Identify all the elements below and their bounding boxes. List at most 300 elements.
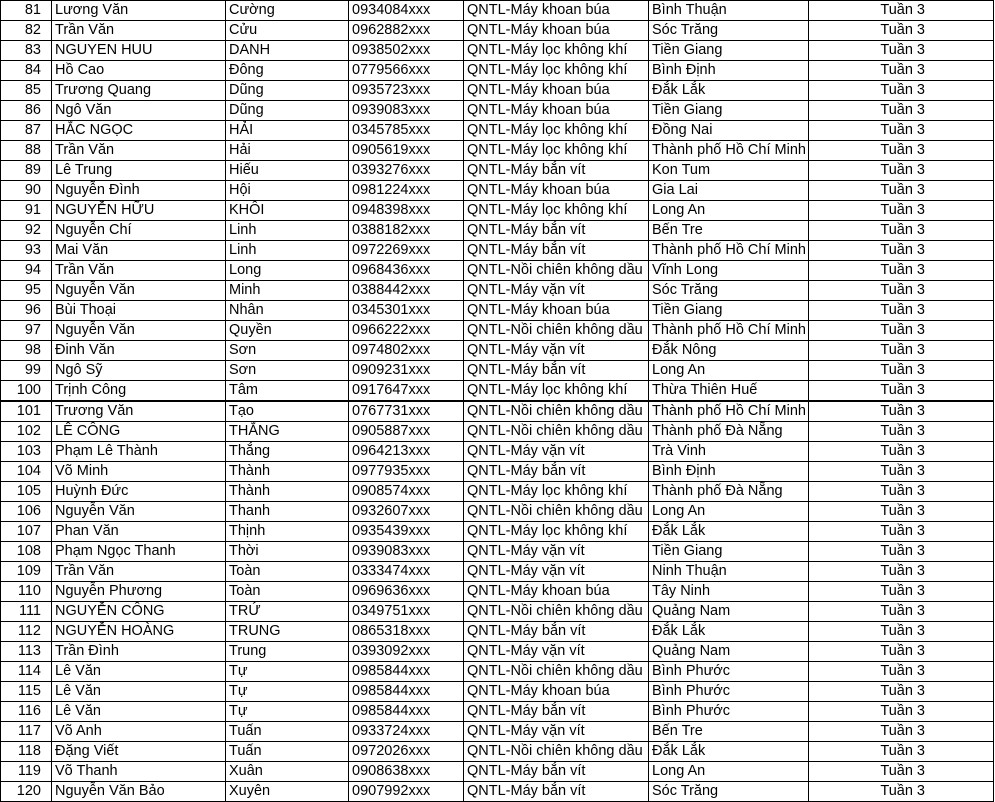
cell-stt[interactable]: 88: [1, 141, 52, 161]
cell-province[interactable]: Đắk Lắk: [649, 522, 809, 542]
cell-phone[interactable]: 0972026xxx: [349, 742, 464, 762]
cell-stt[interactable]: 117: [1, 722, 52, 742]
cell-stt[interactable]: 116: [1, 702, 52, 722]
cell-product[interactable]: QNTL-Máy bắn vít: [464, 762, 649, 782]
cell-product[interactable]: QNTL-Máy bắn vít: [464, 702, 649, 722]
cell-phone[interactable]: 0966222xxx: [349, 321, 464, 341]
cell-stt[interactable]: 87: [1, 121, 52, 141]
cell-stt[interactable]: 82: [1, 21, 52, 41]
cell-family-name[interactable]: Nguyễn Phương: [52, 582, 226, 602]
table-row: [1, 341, 994, 361]
cell-province[interactable]: Tây Ninh: [649, 582, 809, 602]
cell-phone[interactable]: 0939083xxx: [349, 542, 464, 562]
cell-product[interactable]: QNTL-Máy lọc không khí: [464, 61, 649, 81]
cell-family-name[interactable]: Phạm Ngọc Thanh: [52, 542, 226, 562]
cell-week[interactable]: Tuần 3: [809, 181, 994, 201]
cell-product[interactable]: QNTL-Máy khoan búa: [464, 181, 649, 201]
cell-week[interactable]: Tuần 3: [809, 622, 994, 642]
cell-given-name[interactable]: Trung: [226, 642, 349, 662]
cell-given-name[interactable]: Dũng: [226, 101, 349, 121]
cell-product[interactable]: QNTL-Nồi chiên không dầu: [464, 261, 649, 281]
table-row: [1, 261, 994, 281]
cell-week[interactable]: Tuần 3: [809, 682, 994, 702]
cell-stt[interactable]: 110: [1, 582, 52, 602]
cell-week[interactable]: Tuần 3: [809, 381, 994, 402]
cell-week[interactable]: Tuần 3: [809, 542, 994, 562]
cell-given-name[interactable]: TRỨ: [226, 602, 349, 622]
cell-stt[interactable]: 98: [1, 341, 52, 361]
cell-product[interactable]: QNTL-Máy lọc không khí: [464, 381, 649, 402]
cell-given-name[interactable]: Linh: [226, 241, 349, 261]
cell-given-name[interactable]: Tự: [226, 662, 349, 682]
cell-phone[interactable]: 0767731xxx: [349, 401, 464, 422]
table-row: [1, 442, 994, 462]
cell-family-name[interactable]: HẮC NGỌC: [52, 121, 226, 141]
cell-stt[interactable]: 97: [1, 321, 52, 341]
cell-family-name[interactable]: Trần Đình: [52, 642, 226, 662]
cell-province[interactable]: Sóc Trăng: [649, 21, 809, 41]
cell-family-name[interactable]: Võ Minh: [52, 462, 226, 482]
cell-phone[interactable]: 0938502xxx: [349, 41, 464, 61]
cell-given-name[interactable]: Tự: [226, 682, 349, 702]
cell-province[interactable]: Quảng Nam: [649, 642, 809, 662]
cell-phone[interactable]: 0932607xxx: [349, 502, 464, 522]
cell-phone[interactable]: 0977935xxx: [349, 462, 464, 482]
cell-province[interactable]: Tiền Giang: [649, 41, 809, 61]
cell-stt[interactable]: 106: [1, 502, 52, 522]
cell-given-name[interactable]: Hội: [226, 181, 349, 201]
cell-given-name[interactable]: Thắng: [226, 442, 349, 462]
cell-stt[interactable]: 100: [1, 381, 52, 402]
cell-province[interactable]: Kon Tum: [649, 161, 809, 181]
cell-week[interactable]: Tuần 3: [809, 482, 994, 502]
cell-phone[interactable]: 0985844xxx: [349, 682, 464, 702]
table-row: [1, 141, 994, 161]
cell-phone[interactable]: 0345301xxx: [349, 301, 464, 321]
cell-product[interactable]: QNTL-Máy vặn vít: [464, 722, 649, 742]
cell-given-name[interactable]: Tuấn: [226, 742, 349, 762]
cell-stt[interactable]: 114: [1, 662, 52, 682]
cell-phone[interactable]: 0779566xxx: [349, 61, 464, 81]
table-row: [1, 101, 994, 121]
cell-given-name[interactable]: Quyền: [226, 321, 349, 341]
cell-stt[interactable]: 104: [1, 462, 52, 482]
cell-province[interactable]: Gia Lai: [649, 181, 809, 201]
cell-province[interactable]: Thành phố Hồ Chí Minh: [649, 321, 809, 341]
cell-product[interactable]: QNTL-Máy khoan búa: [464, 301, 649, 321]
cell-stt[interactable]: 96: [1, 301, 52, 321]
cell-family-name[interactable]: Đặng Viết: [52, 742, 226, 762]
cell-family-name[interactable]: Lê Văn: [52, 682, 226, 702]
cell-phone[interactable]: 0388442xxx: [349, 281, 464, 301]
cell-given-name[interactable]: Xuyên: [226, 782, 349, 802]
cell-phone[interactable]: 0985844xxx: [349, 702, 464, 722]
cell-week[interactable]: Tuần 3: [809, 281, 994, 301]
cell-family-name[interactable]: Lương Văn: [52, 1, 226, 21]
cell-phone[interactable]: 0333474xxx: [349, 562, 464, 582]
cell-province[interactable]: Đắk Nông: [649, 341, 809, 361]
cell-phone[interactable]: 0905619xxx: [349, 141, 464, 161]
table-row: [1, 602, 994, 622]
cell-family-name[interactable]: Đinh Văn: [52, 341, 226, 361]
cell-family-name[interactable]: Phạm Lê Thành: [52, 442, 226, 462]
cell-province[interactable]: Quảng Nam: [649, 602, 809, 622]
cell-province[interactable]: Đắk Lắk: [649, 81, 809, 101]
cell-stt[interactable]: 115: [1, 682, 52, 702]
cell-given-name[interactable]: Tuấn: [226, 722, 349, 742]
cell-phone[interactable]: 0974802xxx: [349, 341, 464, 361]
cell-province[interactable]: Bến Tre: [649, 722, 809, 742]
cell-given-name[interactable]: DANH: [226, 41, 349, 61]
cell-given-name[interactable]: KHÔI: [226, 201, 349, 221]
cell-given-name[interactable]: Thanh: [226, 502, 349, 522]
cell-given-name[interactable]: Hải: [226, 141, 349, 161]
cell-product[interactable]: QNTL-Máy khoan búa: [464, 682, 649, 702]
cell-family-name[interactable]: NGUYỄN HOÀNG: [52, 622, 226, 642]
cell-phone[interactable]: 0908574xxx: [349, 482, 464, 502]
cell-week[interactable]: Tuần 3: [809, 602, 994, 622]
table-row: [1, 401, 994, 422]
cell-week[interactable]: Tuần 3: [809, 1, 994, 21]
cell-week[interactable]: Tuần 3: [809, 121, 994, 141]
cell-phone[interactable]: 0909231xxx: [349, 361, 464, 381]
cell-stt[interactable]: 89: [1, 161, 52, 181]
cell-week[interactable]: Tuần 3: [809, 141, 994, 161]
cell-given-name[interactable]: Thịnh: [226, 522, 349, 542]
cell-week[interactable]: Tuần 3: [809, 462, 994, 482]
cell-given-name[interactable]: Thành: [226, 462, 349, 482]
cell-week[interactable]: Tuần 3: [809, 341, 994, 361]
cell-stt[interactable]: 90: [1, 181, 52, 201]
cell-phone[interactable]: 0349751xxx: [349, 602, 464, 622]
cell-week[interactable]: Tuần 3: [809, 301, 994, 321]
cell-product[interactable]: QNTL-Nồi chiên không dầu: [464, 321, 649, 341]
cell-phone[interactable]: 0972269xxx: [349, 241, 464, 261]
cell-stt[interactable]: 119: [1, 762, 52, 782]
cell-stt[interactable]: 91: [1, 201, 52, 221]
cell-product[interactable]: QNTL-Nồi chiên không dầu: [464, 662, 649, 682]
table-row: [1, 742, 994, 762]
cell-province[interactable]: Bình Phước: [649, 702, 809, 722]
table-row: [1, 582, 994, 602]
cell-week[interactable]: Tuần 3: [809, 261, 994, 281]
cell-stt[interactable]: 105: [1, 482, 52, 502]
cell-product[interactable]: QNTL-Máy lọc không khí: [464, 41, 649, 61]
cell-family-name[interactable]: Võ Anh: [52, 722, 226, 742]
cell-province[interactable]: Thành phố Đà Nẵng: [649, 482, 809, 502]
cell-phone[interactable]: 0935723xxx: [349, 81, 464, 101]
cell-province[interactable]: Đắk Lắk: [649, 742, 809, 762]
cell-week[interactable]: Tuần 3: [809, 562, 994, 582]
cell-province[interactable]: Bình Định: [649, 61, 809, 81]
cell-stt[interactable]: 92: [1, 221, 52, 241]
cell-given-name[interactable]: Đông: [226, 61, 349, 81]
cell-given-name[interactable]: Toàn: [226, 582, 349, 602]
cell-family-name[interactable]: Lê Văn: [52, 702, 226, 722]
cell-stt[interactable]: 99: [1, 361, 52, 381]
cell-province[interactable]: Long An: [649, 361, 809, 381]
cell-week[interactable]: Tuần 3: [809, 21, 994, 41]
cell-family-name[interactable]: LÊ CÔNG: [52, 422, 226, 442]
cell-product[interactable]: QNTL-Máy lọc không khí: [464, 141, 649, 161]
cell-week[interactable]: Tuần 3: [809, 642, 994, 662]
cell-week[interactable]: Tuần 3: [809, 241, 994, 261]
cell-province[interactable]: Bình Phước: [649, 682, 809, 702]
cell-phone[interactable]: 0917647xxx: [349, 381, 464, 402]
cell-phone[interactable]: 0962882xxx: [349, 21, 464, 41]
cell-product[interactable]: QNTL-Máy lọc không khí: [464, 522, 649, 542]
cell-family-name[interactable]: Nguyễn Văn Bảo: [52, 782, 226, 802]
cell-province[interactable]: Tiền Giang: [649, 301, 809, 321]
cell-given-name[interactable]: Linh: [226, 221, 349, 241]
cell-given-name[interactable]: Cường: [226, 1, 349, 21]
cell-phone[interactable]: 0964213xxx: [349, 442, 464, 462]
cell-week[interactable]: Tuần 3: [809, 81, 994, 101]
cell-given-name[interactable]: THẮNG: [226, 422, 349, 442]
cell-given-name[interactable]: Sơn: [226, 341, 349, 361]
cell-week[interactable]: Tuần 3: [809, 422, 994, 442]
cell-family-name[interactable]: Trần Văn: [52, 141, 226, 161]
table-row: [1, 381, 994, 402]
cell-province[interactable]: Bình Định: [649, 462, 809, 482]
cell-phone[interactable]: 0393092xxx: [349, 642, 464, 662]
cell-week[interactable]: Tuần 3: [809, 101, 994, 121]
cell-phone[interactable]: 0935439xxx: [349, 522, 464, 542]
cell-province[interactable]: Long An: [649, 502, 809, 522]
cell-stt[interactable]: 111: [1, 602, 52, 622]
cell-given-name[interactable]: Sơn: [226, 361, 349, 381]
cell-phone[interactable]: 0939083xxx: [349, 101, 464, 121]
cell-product[interactable]: QNTL-Nồi chiên không dầu: [464, 422, 649, 442]
cell-given-name[interactable]: TRUNG: [226, 622, 349, 642]
cell-province[interactable]: Bình Thuận: [649, 1, 809, 21]
cell-week[interactable]: Tuần 3: [809, 442, 994, 462]
cell-phone[interactable]: 0968436xxx: [349, 261, 464, 281]
cell-family-name[interactable]: Huỳnh Đức: [52, 482, 226, 502]
cell-family-name[interactable]: Trịnh Công: [52, 381, 226, 402]
cell-family-name[interactable]: Lê Văn: [52, 662, 226, 682]
cell-product[interactable]: QNTL-Nồi chiên không dầu: [464, 401, 649, 422]
cell-product[interactable]: QNTL-Máy bắn vít: [464, 782, 649, 802]
cell-product[interactable]: QNTL-Máy vặn vít: [464, 562, 649, 582]
table-row: [1, 281, 994, 301]
cell-week[interactable]: Tuần 3: [809, 742, 994, 762]
cell-product[interactable]: QNTL-Máy khoan búa: [464, 582, 649, 602]
cell-province[interactable]: Tiền Giang: [649, 101, 809, 121]
cell-family-name[interactable]: Phan Văn: [52, 522, 226, 542]
cell-product[interactable]: QNTL-Máy vặn vít: [464, 442, 649, 462]
cell-province[interactable]: Long An: [649, 762, 809, 782]
cell-province[interactable]: Vĩnh Long: [649, 261, 809, 281]
cell-phone[interactable]: 0865318xxx: [349, 622, 464, 642]
cell-week[interactable]: Tuần 3: [809, 361, 994, 381]
cell-product[interactable]: QNTL-Máy bắn vít: [464, 161, 649, 181]
cell-week[interactable]: Tuần 3: [809, 502, 994, 522]
cell-stt[interactable]: 112: [1, 622, 52, 642]
table-row: [1, 201, 994, 221]
cell-phone[interactable]: 0934084xxx: [349, 1, 464, 21]
table-row: [1, 241, 994, 261]
cell-province[interactable]: Bến Tre: [649, 221, 809, 241]
cell-province[interactable]: Tiền Giang: [649, 542, 809, 562]
cell-product[interactable]: QNTL-Nồi chiên không dầu: [464, 502, 649, 522]
cell-family-name[interactable]: Trần Văn: [52, 562, 226, 582]
cell-product[interactable]: QNTL-Máy vặn vít: [464, 642, 649, 662]
table-row: [1, 502, 994, 522]
cell-stt[interactable]: 86: [1, 101, 52, 121]
cell-given-name[interactable]: Dũng: [226, 81, 349, 101]
cell-stt[interactable]: 103: [1, 442, 52, 462]
cell-province[interactable]: Bình Phước: [649, 662, 809, 682]
cell-product[interactable]: QNTL-Máy lọc không khí: [464, 201, 649, 221]
cell-week[interactable]: Tuần 3: [809, 41, 994, 61]
cell-province[interactable]: Trà Vinh: [649, 442, 809, 462]
cell-province[interactable]: Ninh Thuận: [649, 562, 809, 582]
cell-week[interactable]: Tuần 3: [809, 782, 994, 802]
cell-stt[interactable]: 85: [1, 81, 52, 101]
cell-family-name[interactable]: Trương Văn: [52, 401, 226, 422]
cell-province[interactable]: Đắk Lắk: [649, 622, 809, 642]
cell-family-name[interactable]: Trương Quang: [52, 81, 226, 101]
cell-stt[interactable]: 113: [1, 642, 52, 662]
cell-week[interactable]: Tuần 3: [809, 702, 994, 722]
cell-phone[interactable]: 0948398xxx: [349, 201, 464, 221]
cell-family-name[interactable]: Hồ Cao: [52, 61, 226, 81]
cell-stt[interactable]: 120: [1, 782, 52, 802]
cell-stt[interactable]: 83: [1, 41, 52, 61]
cell-given-name[interactable]: Minh: [226, 281, 349, 301]
cell-given-name[interactable]: Tạo: [226, 401, 349, 422]
cell-family-name[interactable]: NGUYỄN CÔNG: [52, 602, 226, 622]
cell-province[interactable]: Thành phố Đà Nẵng: [649, 422, 809, 442]
cell-product[interactable]: QNTL-Máy khoan búa: [464, 21, 649, 41]
cell-phone[interactable]: 0905887xxx: [349, 422, 464, 442]
cell-phone[interactable]: 0969636xxx: [349, 582, 464, 602]
cell-product[interactable]: QNTL-Nồi chiên không dầu: [464, 602, 649, 622]
cell-family-name[interactable]: Ngô Sỹ: [52, 361, 226, 381]
cell-week[interactable]: Tuần 3: [809, 321, 994, 341]
cell-province[interactable]: Thành phố Hồ Chí Minh: [649, 241, 809, 261]
table-row: [1, 41, 994, 61]
cell-stt[interactable]: 84: [1, 61, 52, 81]
cell-phone[interactable]: 0985844xxx: [349, 662, 464, 682]
cell-given-name[interactable]: Nhân: [226, 301, 349, 321]
cell-product[interactable]: QNTL-Máy bắn vít: [464, 221, 649, 241]
cell-family-name[interactable]: Nguyễn Chí: [52, 221, 226, 241]
cell-stt[interactable]: 95: [1, 281, 52, 301]
cell-product[interactable]: QNTL-Nồi chiên không dầu: [464, 742, 649, 762]
cell-province[interactable]: Đồng Nai: [649, 121, 809, 141]
cell-product[interactable]: QNTL-Máy khoan búa: [464, 1, 649, 21]
cell-province[interactable]: Thành phố Hồ Chí Minh: [649, 401, 809, 422]
cell-family-name[interactable]: Trần Văn: [52, 261, 226, 281]
cell-province[interactable]: Sóc Trăng: [649, 782, 809, 802]
cell-product[interactable]: QNTL-Máy vặn vít: [464, 542, 649, 562]
cell-phone[interactable]: 0388182xxx: [349, 221, 464, 241]
cell-family-name[interactable]: Mai Văn: [52, 241, 226, 261]
cell-family-name[interactable]: Trần Văn: [52, 21, 226, 41]
cell-given-name[interactable]: HẢI: [226, 121, 349, 141]
table-row: [1, 301, 994, 321]
cell-phone[interactable]: 0393276xxx: [349, 161, 464, 181]
cell-product[interactable]: QNTL-Máy lọc không khí: [464, 121, 649, 141]
cell-product[interactable]: QNTL-Máy khoan búa: [464, 101, 649, 121]
cell-province[interactable]: Thành phố Hồ Chí Minh: [649, 141, 809, 161]
cell-phone[interactable]: 0981224xxx: [349, 181, 464, 201]
cell-family-name[interactable]: Lê Trung: [52, 161, 226, 181]
cell-product[interactable]: QNTL-Máy bắn vít: [464, 361, 649, 381]
cell-product[interactable]: QNTL-Máy vặn vít: [464, 281, 649, 301]
cell-given-name[interactable]: Xuân: [226, 762, 349, 782]
table-row: [1, 81, 994, 101]
cell-product[interactable]: QNTL-Máy bắn vít: [464, 622, 649, 642]
cell-week[interactable]: Tuần 3: [809, 161, 994, 181]
cell-given-name[interactable]: Long: [226, 261, 349, 281]
cell-family-name[interactable]: Ngô Văn: [52, 101, 226, 121]
cell-phone[interactable]: 0345785xxx: [349, 121, 464, 141]
cell-product[interactable]: QNTL-Máy bắn vít: [464, 462, 649, 482]
cell-stt[interactable]: 118: [1, 742, 52, 762]
cell-stt[interactable]: 107: [1, 522, 52, 542]
cell-family-name[interactable]: Nguyễn Đình: [52, 181, 226, 201]
cell-week[interactable]: Tuần 3: [809, 201, 994, 221]
cell-family-name[interactable]: Nguyễn Văn: [52, 321, 226, 341]
cell-week[interactable]: Tuần 3: [809, 522, 994, 542]
cell-given-name[interactable]: Tâm: [226, 381, 349, 402]
cell-given-name[interactable]: Thành: [226, 482, 349, 502]
cell-product[interactable]: QNTL-Máy vặn vít: [464, 341, 649, 361]
cell-product[interactable]: QNTL-Máy khoan búa: [464, 81, 649, 101]
cell-phone[interactable]: 0907992xxx: [349, 782, 464, 802]
cell-family-name[interactable]: Bùi Thoại: [52, 301, 226, 321]
cell-province[interactable]: Thừa Thiên Huế: [649, 381, 809, 402]
cell-stt[interactable]: 109: [1, 562, 52, 582]
cell-family-name[interactable]: Võ Thanh: [52, 762, 226, 782]
cell-week[interactable]: Tuần 3: [809, 61, 994, 81]
cell-given-name[interactable]: Cửu: [226, 21, 349, 41]
cell-week[interactable]: Tuần 3: [809, 662, 994, 682]
cell-stt[interactable]: 93: [1, 241, 52, 261]
cell-stt[interactable]: 108: [1, 542, 52, 562]
cell-given-name[interactable]: Thời: [226, 542, 349, 562]
cell-family-name[interactable]: Nguyễn Văn: [52, 502, 226, 522]
cell-phone[interactable]: 0933724xxx: [349, 722, 464, 742]
cell-week[interactable]: Tuần 3: [809, 722, 994, 742]
table-row: [1, 422, 994, 442]
cell-week[interactable]: Tuần 3: [809, 401, 994, 422]
cell-stt[interactable]: 101: [1, 401, 52, 422]
cell-stt[interactable]: 102: [1, 422, 52, 442]
cell-province[interactable]: Long An: [649, 201, 809, 221]
cell-product[interactable]: QNTL-Máy lọc không khí: [464, 482, 649, 502]
cell-week[interactable]: Tuần 3: [809, 582, 994, 602]
table-row: [1, 21, 994, 41]
table-row: [1, 642, 994, 662]
cell-family-name[interactable]: NGUYỄN HỮU: [52, 201, 226, 221]
cell-given-name[interactable]: Hiếu: [226, 161, 349, 181]
cell-phone[interactable]: 0908638xxx: [349, 762, 464, 782]
cell-given-name[interactable]: Tự: [226, 702, 349, 722]
cell-stt[interactable]: 81: [1, 1, 52, 21]
cell-province[interactable]: Sóc Trăng: [649, 281, 809, 301]
cell-week[interactable]: Tuần 3: [809, 221, 994, 241]
cell-given-name[interactable]: Toàn: [226, 562, 349, 582]
cell-week[interactable]: Tuần 3: [809, 762, 994, 782]
cell-family-name[interactable]: Nguyễn Văn: [52, 281, 226, 301]
cell-product[interactable]: QNTL-Máy bắn vít: [464, 241, 649, 261]
cell-family-name[interactable]: NGUYEN HUU: [52, 41, 226, 61]
cell-stt[interactable]: 94: [1, 261, 52, 281]
